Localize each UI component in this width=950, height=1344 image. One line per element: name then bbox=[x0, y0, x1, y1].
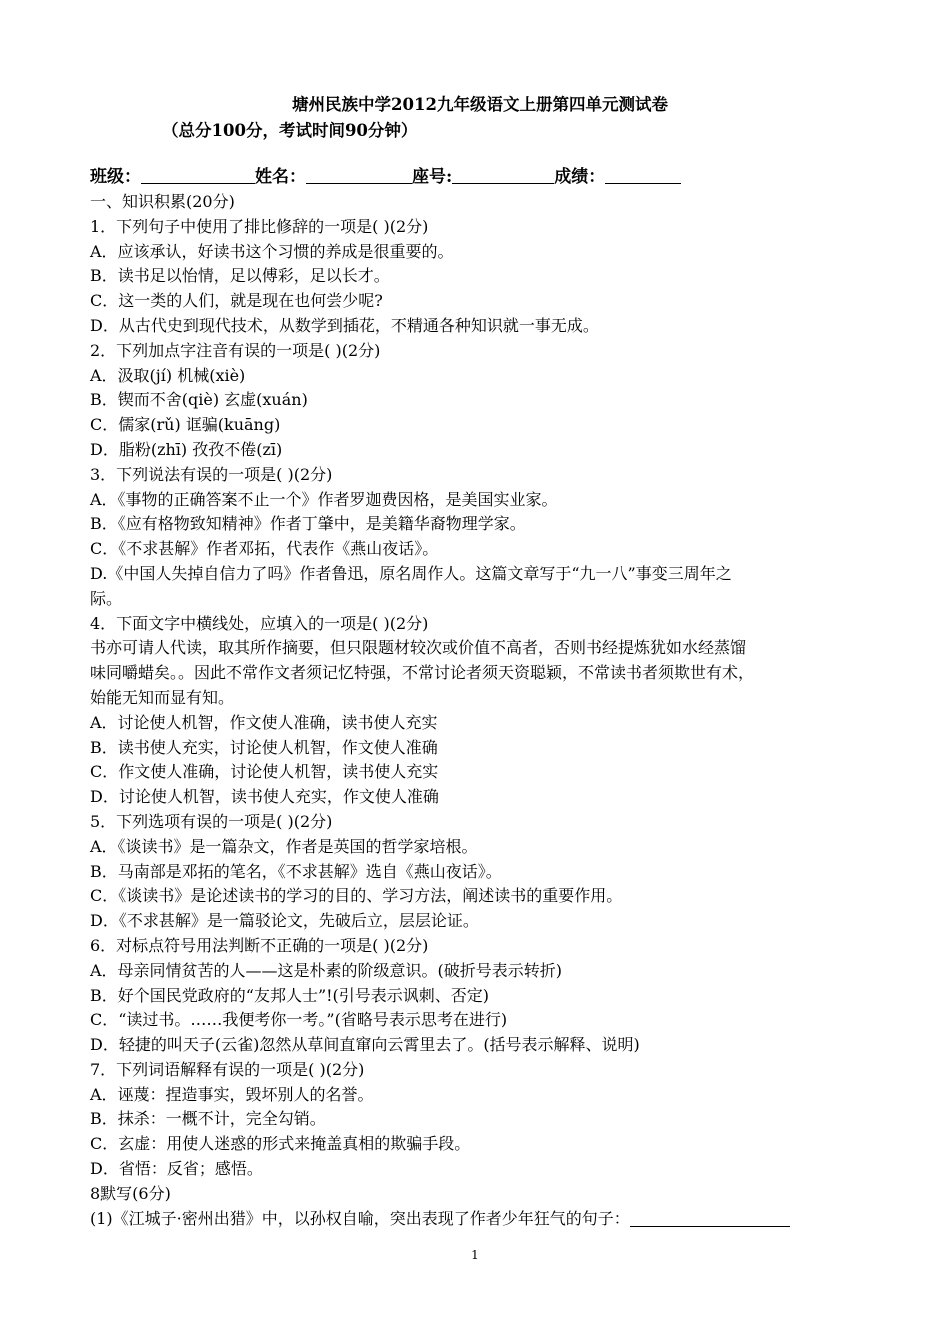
question-5-option-d: D．《不求甚解》是一篇驳论文，先破后立，层层论证。 bbox=[90, 911, 479, 931]
question-3-option-d-line-2: 际。 bbox=[90, 588, 123, 608]
question-4-option-a: A．讨论使人机智，作文使人准确，读书使人充实 bbox=[90, 712, 438, 732]
question-3-stem: 3．下列说法有误的一项是( )(2分) bbox=[90, 464, 333, 484]
question-3-option-c: C．《不求甚解》作者邓拓，代表作《燕山夜话》。 bbox=[90, 539, 439, 559]
question-2-stem: 2．下列加点字注音有误的一项是( )(2分) bbox=[90, 340, 381, 360]
question-4-option-b: B．读书使人充实，讨论使人机智，作文使人准确 bbox=[90, 737, 438, 757]
page-title: 塘州民族中学2012九年级语文上册第四单元测试卷 bbox=[292, 95, 668, 114]
question-4-passage-line-1: 书亦可请人代读，取其所作摘要，但只限题材较次或价值不高者，否则书经提炼犹如水经蒸馏 bbox=[90, 638, 747, 658]
question-4-option-c: C．作文使人准确，讨论使人机智，读书使人充实 bbox=[90, 762, 439, 782]
question-8-item-1 bbox=[90, 1207, 870, 1232]
question-6-option-d: D．轻捷的叫天子(云雀)忽然从草间直窜向云霄里去了。(括号表示解释、说明) bbox=[90, 1035, 640, 1055]
question-1-option-a: A．应该承认，好读书这个习惯的养成是很重要的。 bbox=[90, 241, 454, 261]
question-7-option-d: D．省悟：反省；感悟。 bbox=[90, 1159, 263, 1179]
question-4-passage bbox=[90, 636, 870, 710]
question-3-option-a: A．《事物的正确答案不止一个》作者罗迦费因格，是美国实业家。 bbox=[90, 489, 558, 509]
document-page bbox=[90, 92, 870, 1231]
question-2-option-b: B．锲而不舍(qiè) 玄虚(xuán) bbox=[90, 390, 308, 410]
question-2-option-a: A．汲取(jí) 机械(xiè) bbox=[90, 365, 246, 385]
question-6-stem: 6．对标点符号用法判断不正确的一项是( )(2分) bbox=[90, 935, 429, 955]
page-subtitle: （总分100分，考试时间90分钟） bbox=[162, 121, 418, 140]
seat-blank[interactable] bbox=[452, 167, 554, 184]
question-4-passage-line-3: 始能无知而显有知。 bbox=[90, 687, 235, 707]
question-7-option-c: C．玄虚：用使人迷惑的形式来掩盖真相的欺骗手段。 bbox=[90, 1134, 471, 1154]
seat-label: 座号: bbox=[412, 167, 453, 187]
question-1-option-b: B．读书足以怡情，足以傅彩，足以长才。 bbox=[90, 266, 390, 286]
question-3-option-d-line-1: D.《中国人失掉自信力了吗》作者鲁迅，原名周作人。这篇文章写于“九一八”事变三周年之 bbox=[90, 563, 732, 583]
question-3-option-d bbox=[90, 562, 870, 612]
question-2-option-c: C．儒家(rǔ) 诓骗(kuāng) bbox=[90, 415, 281, 435]
question-6-option-a: A．母亲同情贫苦的人——这是朴素的阶级意识。(破折号表示转折) bbox=[90, 960, 563, 980]
name-blank[interactable] bbox=[306, 167, 412, 184]
question-5-option-b: B．马南部是邓拓的笔名，《不求甚解》选自《燕山夜话》。 bbox=[90, 861, 502, 881]
section-heading: 一、知识积累(20分) bbox=[90, 192, 235, 211]
question-7-option-b: B．抹杀：一概不计，完全勾销。 bbox=[90, 1109, 326, 1129]
question-8-item-1-text: (1)《江城子·密州出猎》中，以孙权自喻，突出表现了作者少年狂气的句子： bbox=[90, 1208, 630, 1228]
question-6-option-b: B．好个国民党政府的“友邦人士”!(引号表示讽刺、否定) bbox=[90, 985, 490, 1005]
score-label: 成绩： bbox=[554, 167, 606, 187]
page-number: 1 bbox=[471, 1248, 479, 1262]
question-5-option-c: C．《谈读书》是论述读书的学习的目的、学习方法，阐述读书的重要作用。 bbox=[90, 886, 623, 906]
question-8-stem: 8默写(6分) bbox=[90, 1183, 171, 1203]
class-label: 班级： bbox=[90, 167, 141, 187]
question-4-stem: 4．下面文字中横线处，应填入的一项是( )(2分) bbox=[90, 613, 429, 633]
question-1-stem: 1．下列句子中使用了排比修辞的一项是( )(2分) bbox=[90, 216, 429, 236]
question-7-option-a: A．诬蔑：捏造事实，毁坏别人的名誉。 bbox=[90, 1084, 374, 1104]
name-label: 姓名： bbox=[255, 167, 306, 187]
class-blank[interactable] bbox=[141, 167, 255, 184]
question-8-item-1-answer-blank[interactable] bbox=[630, 1210, 790, 1227]
question-1-option-d: D．从古代史到现代技术，从数学到插花，不精通各种知识就一事无成。 bbox=[90, 315, 599, 335]
question-6-option-c: C．“读过书。……我便考你一考。”(省略号表示思考在进行) bbox=[90, 1010, 508, 1030]
question-4-option-d: D．讨论使人机智，读书使人充实，作文使人准确 bbox=[90, 787, 439, 807]
question-4-passage-line-2: 味同嚼蜡矣。。因此不常作文者须记忆特强，不常讨论者须天资聪颖，不常读书者须欺世有术， bbox=[90, 663, 755, 683]
question-5-stem: 5．下列选项有误的一项是( )(2分) bbox=[90, 811, 333, 831]
student-info-line bbox=[90, 164, 870, 190]
question-1-option-c: C．这一类的人们，就是现在也何尝少呢? bbox=[90, 291, 383, 311]
score-blank[interactable] bbox=[605, 167, 681, 184]
question-7-stem: 7．下列词语解释有误的一项是( )(2分) bbox=[90, 1059, 365, 1079]
question-2-option-d: D．脂粉(zhī) 孜孜不倦(zī) bbox=[90, 439, 283, 459]
question-3-option-b: B．《应有格物致知精神》作者丁肇中，是美籍华裔物理学家。 bbox=[90, 514, 526, 534]
question-5-option-a: A．《谈读书》是一篇杂文，作者是英国的哲学家培根。 bbox=[90, 836, 478, 856]
